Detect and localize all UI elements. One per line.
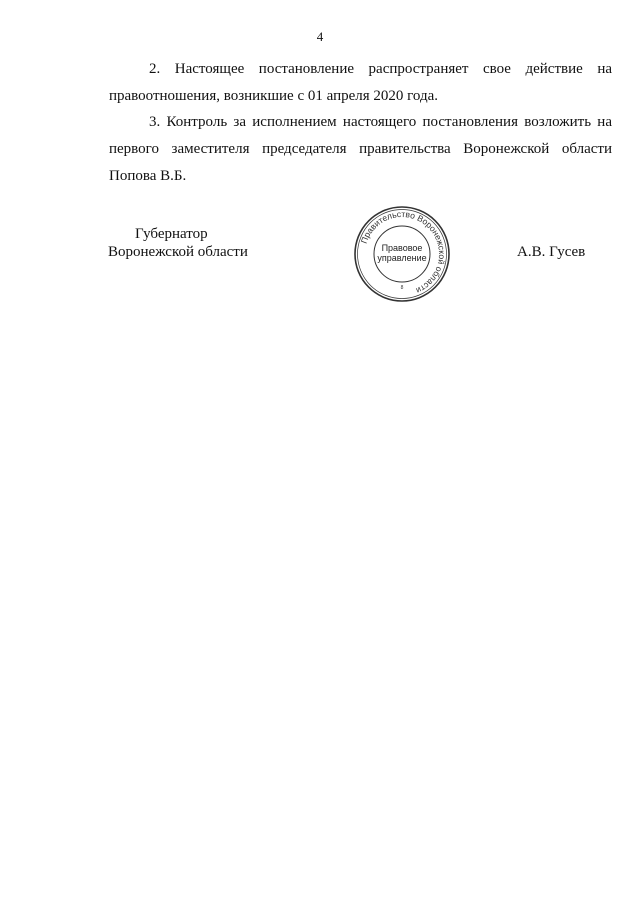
- paragraph-2: [109, 56, 612, 110]
- paragraph-line: 3. Контроль за исполнением настоящего постановления возложить на: [149, 114, 612, 130]
- paragraph-3: [109, 109, 612, 190]
- seal-ring-text: Правительство Воронежской области: [358, 208, 448, 296]
- paragraph-line: первого заместителя председателя правительства Воронежской области: [109, 141, 612, 157]
- page-number: 4: [316, 29, 324, 44]
- signatory-title: Губернатор: [135, 226, 208, 242]
- seal-center-line2: управление: [377, 253, 427, 263]
- seal-center-line1: Правовое: [381, 243, 423, 253]
- official-seal: [352, 204, 452, 304]
- signatory-name: А.В. Гусев: [517, 244, 586, 260]
- signatory-region: Воронежской области: [108, 244, 248, 260]
- paragraph-line: правоотношения, возникшие с 01 апреля 2020 года.: [109, 88, 439, 104]
- paragraph-line: 2. Настоящее постановление распространяет свое действие на: [149, 61, 612, 77]
- paragraph-line: Попова В.Б.: [109, 168, 187, 184]
- seal-number: 8: [400, 285, 404, 291]
